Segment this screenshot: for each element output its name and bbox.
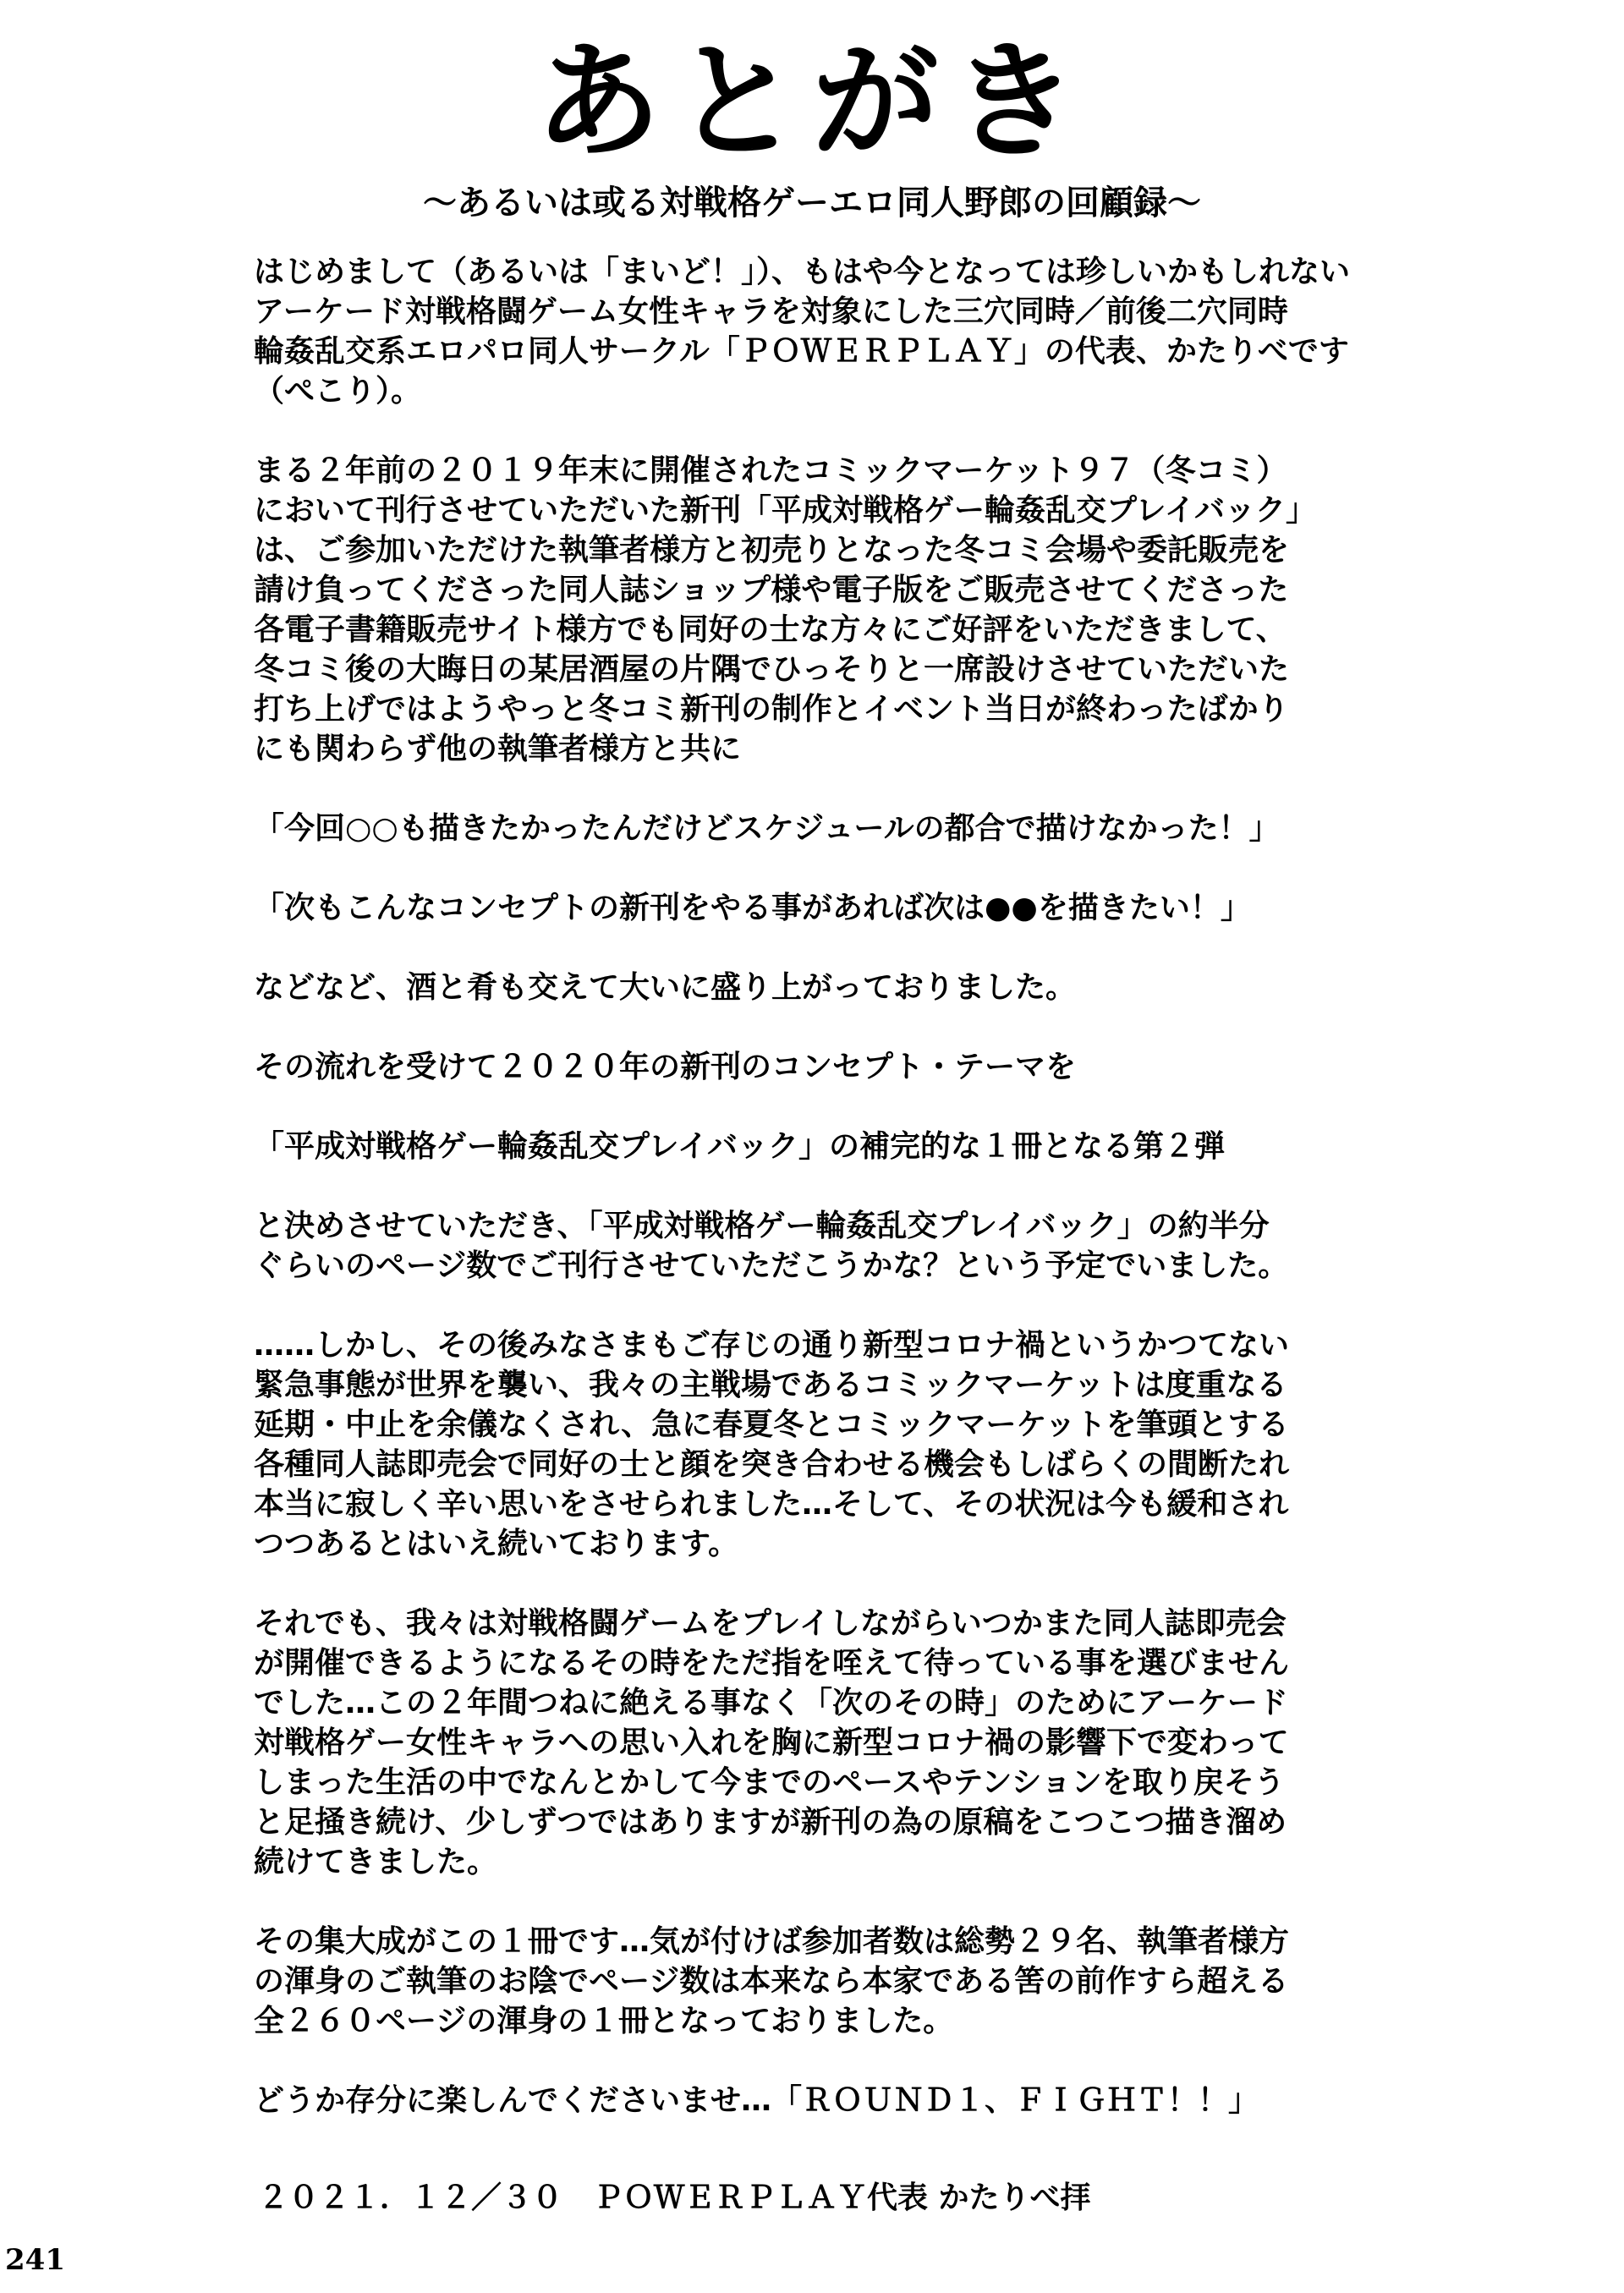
text-line: その集大成がこの１冊です…気が付けば参加者数は総勢２９名、執筆者様方 xyxy=(254,1924,1290,1959)
paragraph xyxy=(254,1047,1438,1087)
text-line: 冬コミ後の大晦日の某居酒屋の片隅でひっそりと一席設けさせていただいた xyxy=(254,652,1290,687)
text-line: 打ち上げではようやっと冬コミ新刊の制作とイベント当日が終わったばかり xyxy=(254,692,1289,727)
text-line: 各種同人誌即売会で同好の士と顔を突き合わせる機会もしばらくの間断たれ xyxy=(254,1447,1290,1482)
text-line: はじめまして（あるいは「まいど！」）、もはや今となっては珍しいかもしれない xyxy=(254,255,1351,289)
afterword-body xyxy=(254,252,1438,2120)
paragraph xyxy=(254,451,1438,769)
paragraph xyxy=(254,2081,1438,2120)
text-line: でした…この２年間つねに絶える事なく「次のその時」のためにアーケード xyxy=(254,1686,1288,1720)
text-line: などなど、酒と肴も交えて大いに盛り上がっておりました。 xyxy=(254,970,1077,1005)
page-title: あとがき xyxy=(534,27,1089,176)
signature-line: ２０２１．１２／３０ ＰＯＷＥＲＰＬＡＹ代表 かたりべ拝 xyxy=(258,2181,1091,2215)
text-line: は、ご参加いただけた執筆者様方と初売りとなった冬コミ会場や委託販売を xyxy=(254,533,1290,568)
page-number: 241 xyxy=(5,2243,65,2277)
text-line: 対戦格ゲー女性キャラへの思い入れを胸に新型コロナ禍の影響下で変わって xyxy=(254,1725,1289,1760)
text-line: 延期・中止を余儀なくされ、急に春夏冬とコミックマーケットを筆頭とする xyxy=(254,1407,1289,1442)
paragraph xyxy=(254,1127,1438,1166)
text-line: 各電子書籍販売サイト様方でも同好の士な方々にご好評をいただきまして、 xyxy=(254,612,1287,647)
text-line: 「平成対戦格ゲー輪姦乱交プレイバック」の補完的な１冊となる第２弾 xyxy=(254,1129,1226,1164)
text-line: アーケード対戦格闘ゲーム女性キャラを対象にした三穴同時／前後二穴同時 xyxy=(254,294,1288,329)
text-line: それでも、我々は対戦格闘ゲームをプレイしながらいつかまた同人誌即売会 xyxy=(254,1606,1287,1641)
text-line: しまった生活の中でなんとかして今までのペースやテンションを取り戻そう xyxy=(254,1765,1285,1800)
text-line: 続けてきました。 xyxy=(254,1845,498,1879)
paragraph xyxy=(254,968,1438,1007)
text-line: ぐらいのページ数でご刊行させていただこうかな？という予定でいました。 xyxy=(254,1248,1289,1283)
text-line: 緊急事態が世界を襲い、我々の主戦場であるコミックマーケットは度重なる xyxy=(254,1368,1287,1402)
paragraph xyxy=(254,1604,1438,1882)
text-line: 本当に寂しく辛い思いをさせられました…そして、その状況は今も緩和され xyxy=(254,1487,1289,1522)
text-line: 輪姦乱交系エロパロ同人サークル「ＰＯＷＥＲＰＬＡＹ」の代表、かたりべです xyxy=(254,334,1349,369)
text-line: （ぺこり）。 xyxy=(254,374,422,409)
text-line: その流れを受けて２０２０年の新刊のコンセプト・テーマを xyxy=(254,1050,1077,1084)
paragraph xyxy=(254,1922,1438,2041)
text-line: 「今回○○も描きたかったんだけどスケジュールの都合で描けなかった！」 xyxy=(254,811,1280,846)
paragraph xyxy=(254,888,1438,928)
text-line: にも関わらず他の執筆者様方と共に xyxy=(254,732,742,766)
text-line: において刊行させていただいた新刊「平成対戦格ゲー輪姦乱交プレイバック」 xyxy=(254,493,1317,528)
paragraph xyxy=(254,809,1438,848)
text-line: が開催できるようになるその時をただ指を咥えて待っている事を選びません xyxy=(254,1646,1290,1681)
text-line: 「次もこんなコンセプトの新刊をやる事があれば次は●●を描きたい！」 xyxy=(254,891,1251,925)
text-line: 請け負ってくださった同人誌ショップ様や電子版をご販売させてくださった xyxy=(254,573,1289,607)
paragraph xyxy=(254,1206,1438,1286)
text-line: 全２６０ページの渾身の１冊となっておりました。 xyxy=(254,2004,954,2038)
text-line: と決めさせていただき、「平成対戦格ゲー輪姦乱交プレイバック」の約半分 xyxy=(254,1209,1270,1243)
text-line: まる２年前の２０１９年末に開催されたコミックマーケット９７（冬コミ） xyxy=(254,453,1287,488)
text-line: と足掻き続け、少しずつではありますが新刊の為の原稿をこつこつ描き溜め xyxy=(254,1805,1287,1840)
page-subtitle: 〜あるいは或る対戦格ゲーエロ同人野郎の回顧録〜 xyxy=(423,184,1201,222)
text-line: つつあるとはいえ続いております。 xyxy=(254,1527,739,1561)
paragraph xyxy=(254,1325,1438,1564)
text-line: の渾身のご執筆のお陰でページ数は本来なら本家である筈の前作すら超える xyxy=(254,1964,1289,1999)
text-line: ……しかし、その後みなさまもご存じの通り新型コロナ禍というかつてない xyxy=(254,1328,1290,1363)
paragraph xyxy=(254,252,1438,411)
text-line: どうか存分に楽しんでくださいませ…「ＲＯＵＮＤ１、ＦＩＧＨＴ！！」 xyxy=(254,2083,1259,2118)
